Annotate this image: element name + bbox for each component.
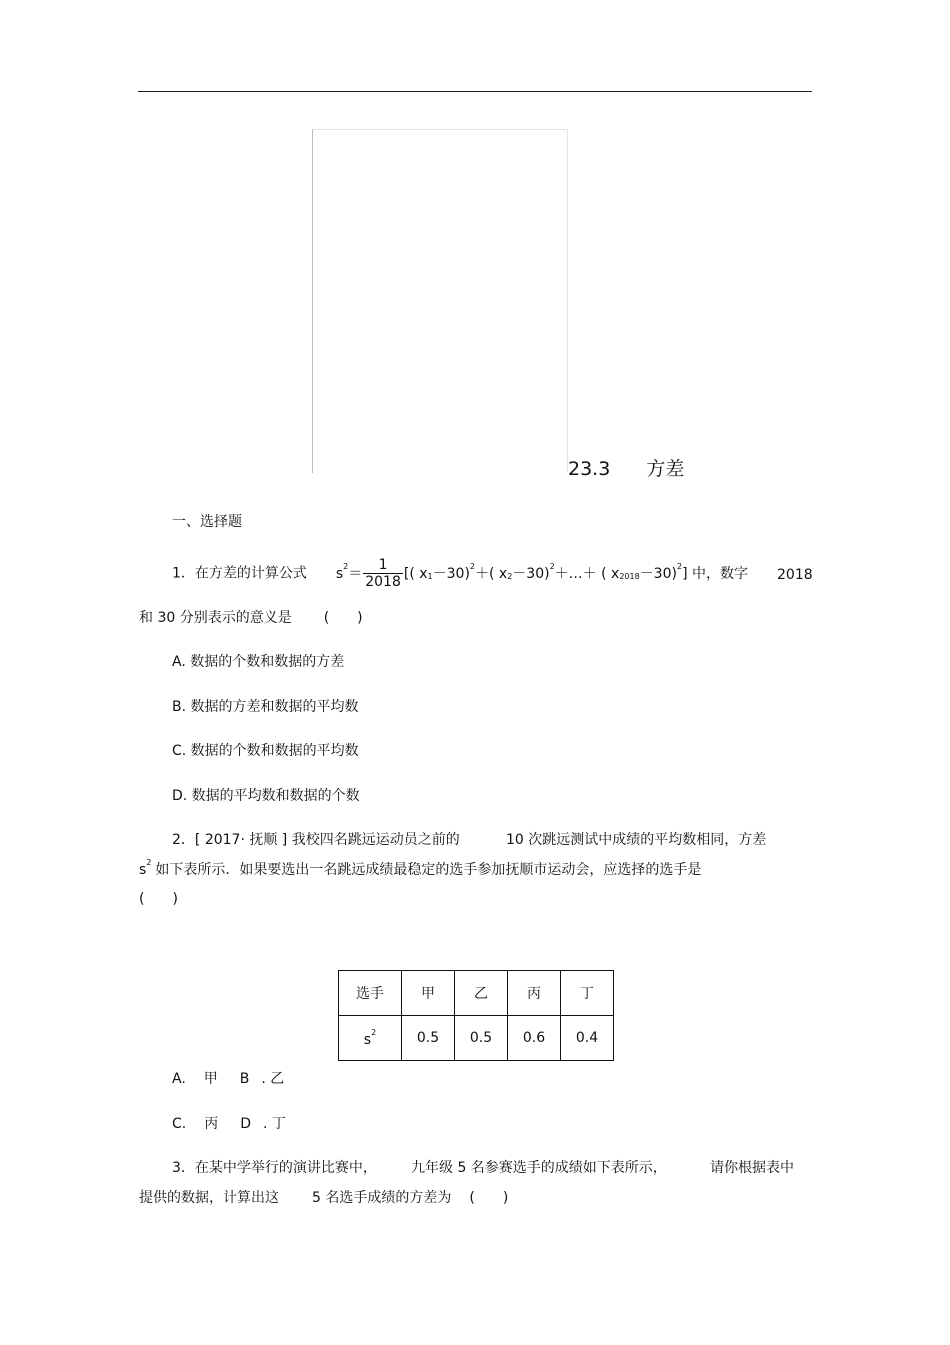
q2-line2: $s^2$ 如下表所示．如果要选出一名跳远成绩最稳定的选手参加抚顺市运动会，应选择的选手是 [139,858,702,878]
table-row [339,1016,614,1061]
q1-line1 [172,557,748,590]
q1-prefix: 1．在方差的计算公式 [172,565,307,582]
q3-line1a: 3．在某中学举行的演讲比赛中， [172,1160,377,1176]
q1-line2 [139,607,363,627]
q3-line1c: 请你根据表中 [710,1160,794,1176]
table-row [339,971,614,1016]
table-row-label: $s^2$ [339,1016,402,1061]
q2-options-ab: A. 甲 B . 乙 [172,1071,285,1087]
table-cell: 0.4 [561,1016,614,1061]
q1-line2-text: 和 30 分别表示的意义是 [139,610,292,626]
header-rule [138,91,812,92]
table-cell: 0.5 [455,1016,508,1061]
blank-image-frame [312,129,568,473]
section-number: 23.3 [568,458,611,480]
q1-option-c: C. 数据的个数和数据的平均数 [172,743,359,759]
q1-option-b: B. 数据的方差和数据的平均数 [172,699,359,715]
q1-option-a: A. 数据的个数和数据的方差 [172,654,345,670]
q1-option-d: D. 数据的平均数和数据的个数 [172,788,360,804]
q3-line2a: 提供的数据，计算出这 [139,1190,279,1206]
answer-blank: ( ) [469,1190,509,1206]
table-header-cell: 乙 [455,971,508,1016]
q2-line1b: 10 次跳远测试中成绩的平均数相同，方差 [506,832,767,848]
q1-formula: $s^2=$ $\frac{1}{2018}$ [( $x_1-30)^2+$( $x_2-30)^2+\dots+$ ( $x_{2018}-30)^2$] 中，数字 [335,557,748,590]
answer-blank: ( ) [323,610,363,626]
question-type-label: 一、选择题 [172,514,242,530]
table-header-cell: 丙 [508,971,561,1016]
q2-options-cd: C. 丙 D . 丁 [172,1116,286,1132]
table-header-cell: 选手 [339,971,402,1016]
q3-line1b: 九年级 5 名参赛选手的成绩如下表所示， [411,1160,667,1176]
q3-line2b: 5 名选手成绩的方差为 ( ) [312,1190,509,1206]
variance-table [338,970,614,1061]
section-heading [568,454,684,481]
table-cell: 0.5 [402,1016,455,1061]
q1-line1-tail: 2018 [777,567,813,583]
formula-fraction: $\frac{1}{2018}$ [365,557,401,590]
q2-line1a: 2．[ 2017· 抚顺 ] 我校四名跳远运动员之前的 [172,832,460,848]
section-title: 方差 [646,458,685,480]
table-header-cell: 甲 [402,971,455,1016]
q2-line3: ( ) [139,891,178,907]
table-cell: 0.6 [508,1016,561,1061]
table-header-cell: 丁 [561,971,614,1016]
